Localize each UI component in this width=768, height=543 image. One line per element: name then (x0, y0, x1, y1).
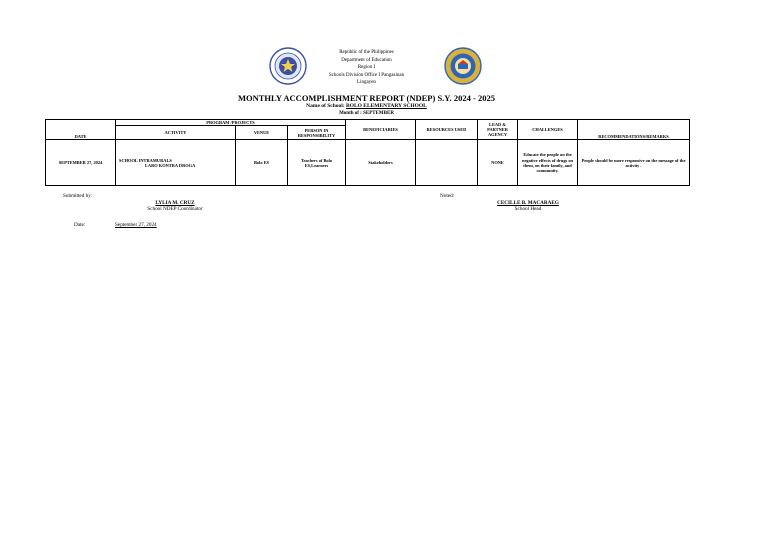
row-activity-line1: SCHOOL INTRAMURALS (119, 157, 172, 163)
row-beneficiaries: Stakeholders (346, 140, 416, 186)
header-beneficiaries: BENEFICIARIES (346, 120, 416, 140)
header-lead-partner: LEAD & PARTNER AGENCY (478, 120, 518, 140)
row-recommendations: People should be more responsive on the message of the activity . (578, 140, 690, 186)
accomplishment-table (45, 119, 690, 186)
report-month: Month of : SEPTEMBER (339, 111, 394, 116)
date-value: September 27, 2024 (115, 222, 157, 228)
letterhead-division: Schools Division Office I Pangasinan (328, 72, 405, 78)
submitted-label: Submitted by: (63, 193, 93, 199)
header-challenges: CHALLENGES (518, 120, 578, 140)
submitter-block (125, 200, 225, 212)
letterhead-country: Republic of the Philippines (339, 50, 394, 55)
row-resources (416, 140, 478, 186)
letterhead-city: Lingayen (357, 80, 376, 85)
row-person: Teachers of Bolo ES,Learners (288, 140, 346, 186)
school-label: Name of School: (306, 103, 345, 109)
noter-block (478, 200, 578, 212)
header-resources: RESOURCES USED (416, 120, 478, 140)
noter-role: School Head (514, 206, 542, 212)
row-venue: Bolo ES (236, 140, 288, 186)
header-recommendations: RECOMMENDATIONS/REMARKS (578, 120, 690, 140)
header-person: PERSON IN RESPONSIBILITY (288, 126, 346, 140)
date-label: Date: (74, 222, 86, 228)
letterhead-region: Region I (357, 65, 376, 70)
school-name: BOLO ELEMENTARY SCHOOL (346, 103, 427, 109)
header-date: DATE (46, 120, 116, 140)
submitter-name: LYLIA M. CRUZ (155, 200, 195, 206)
row-activity (116, 140, 236, 186)
header-venue: VENUE (236, 126, 288, 140)
row-date: SEPTEMBER 27, 2024 (46, 140, 116, 186)
sdo-pangasinan-seal-icon (444, 47, 482, 85)
row-activity-line2: LARO KONTRA DROGA (145, 162, 196, 168)
table-row (46, 140, 690, 186)
letterhead-lines (300, 49, 433, 87)
letterhead-department: Department of Education (341, 57, 392, 63)
submitter-role: School NDEP Coordinator (147, 206, 203, 212)
noted-label: Noted: (440, 193, 455, 199)
report-title: MONTHLY ACCOMPLISHMENT REPORT (NDEP) S.Y. 2024 - 2025 (237, 93, 495, 103)
row-lead: NONE (478, 140, 518, 186)
school-name-line (234, 103, 499, 109)
noter-name: CECILLE B. MACARAEG (497, 200, 559, 206)
header-program-projects: PROGRAM /PROJECTS (116, 120, 346, 126)
row-challenges: Educate the people on the negative effects of drugs on them, on their family, and community. (518, 140, 578, 186)
header-activity: ACTIVITY (116, 126, 236, 140)
